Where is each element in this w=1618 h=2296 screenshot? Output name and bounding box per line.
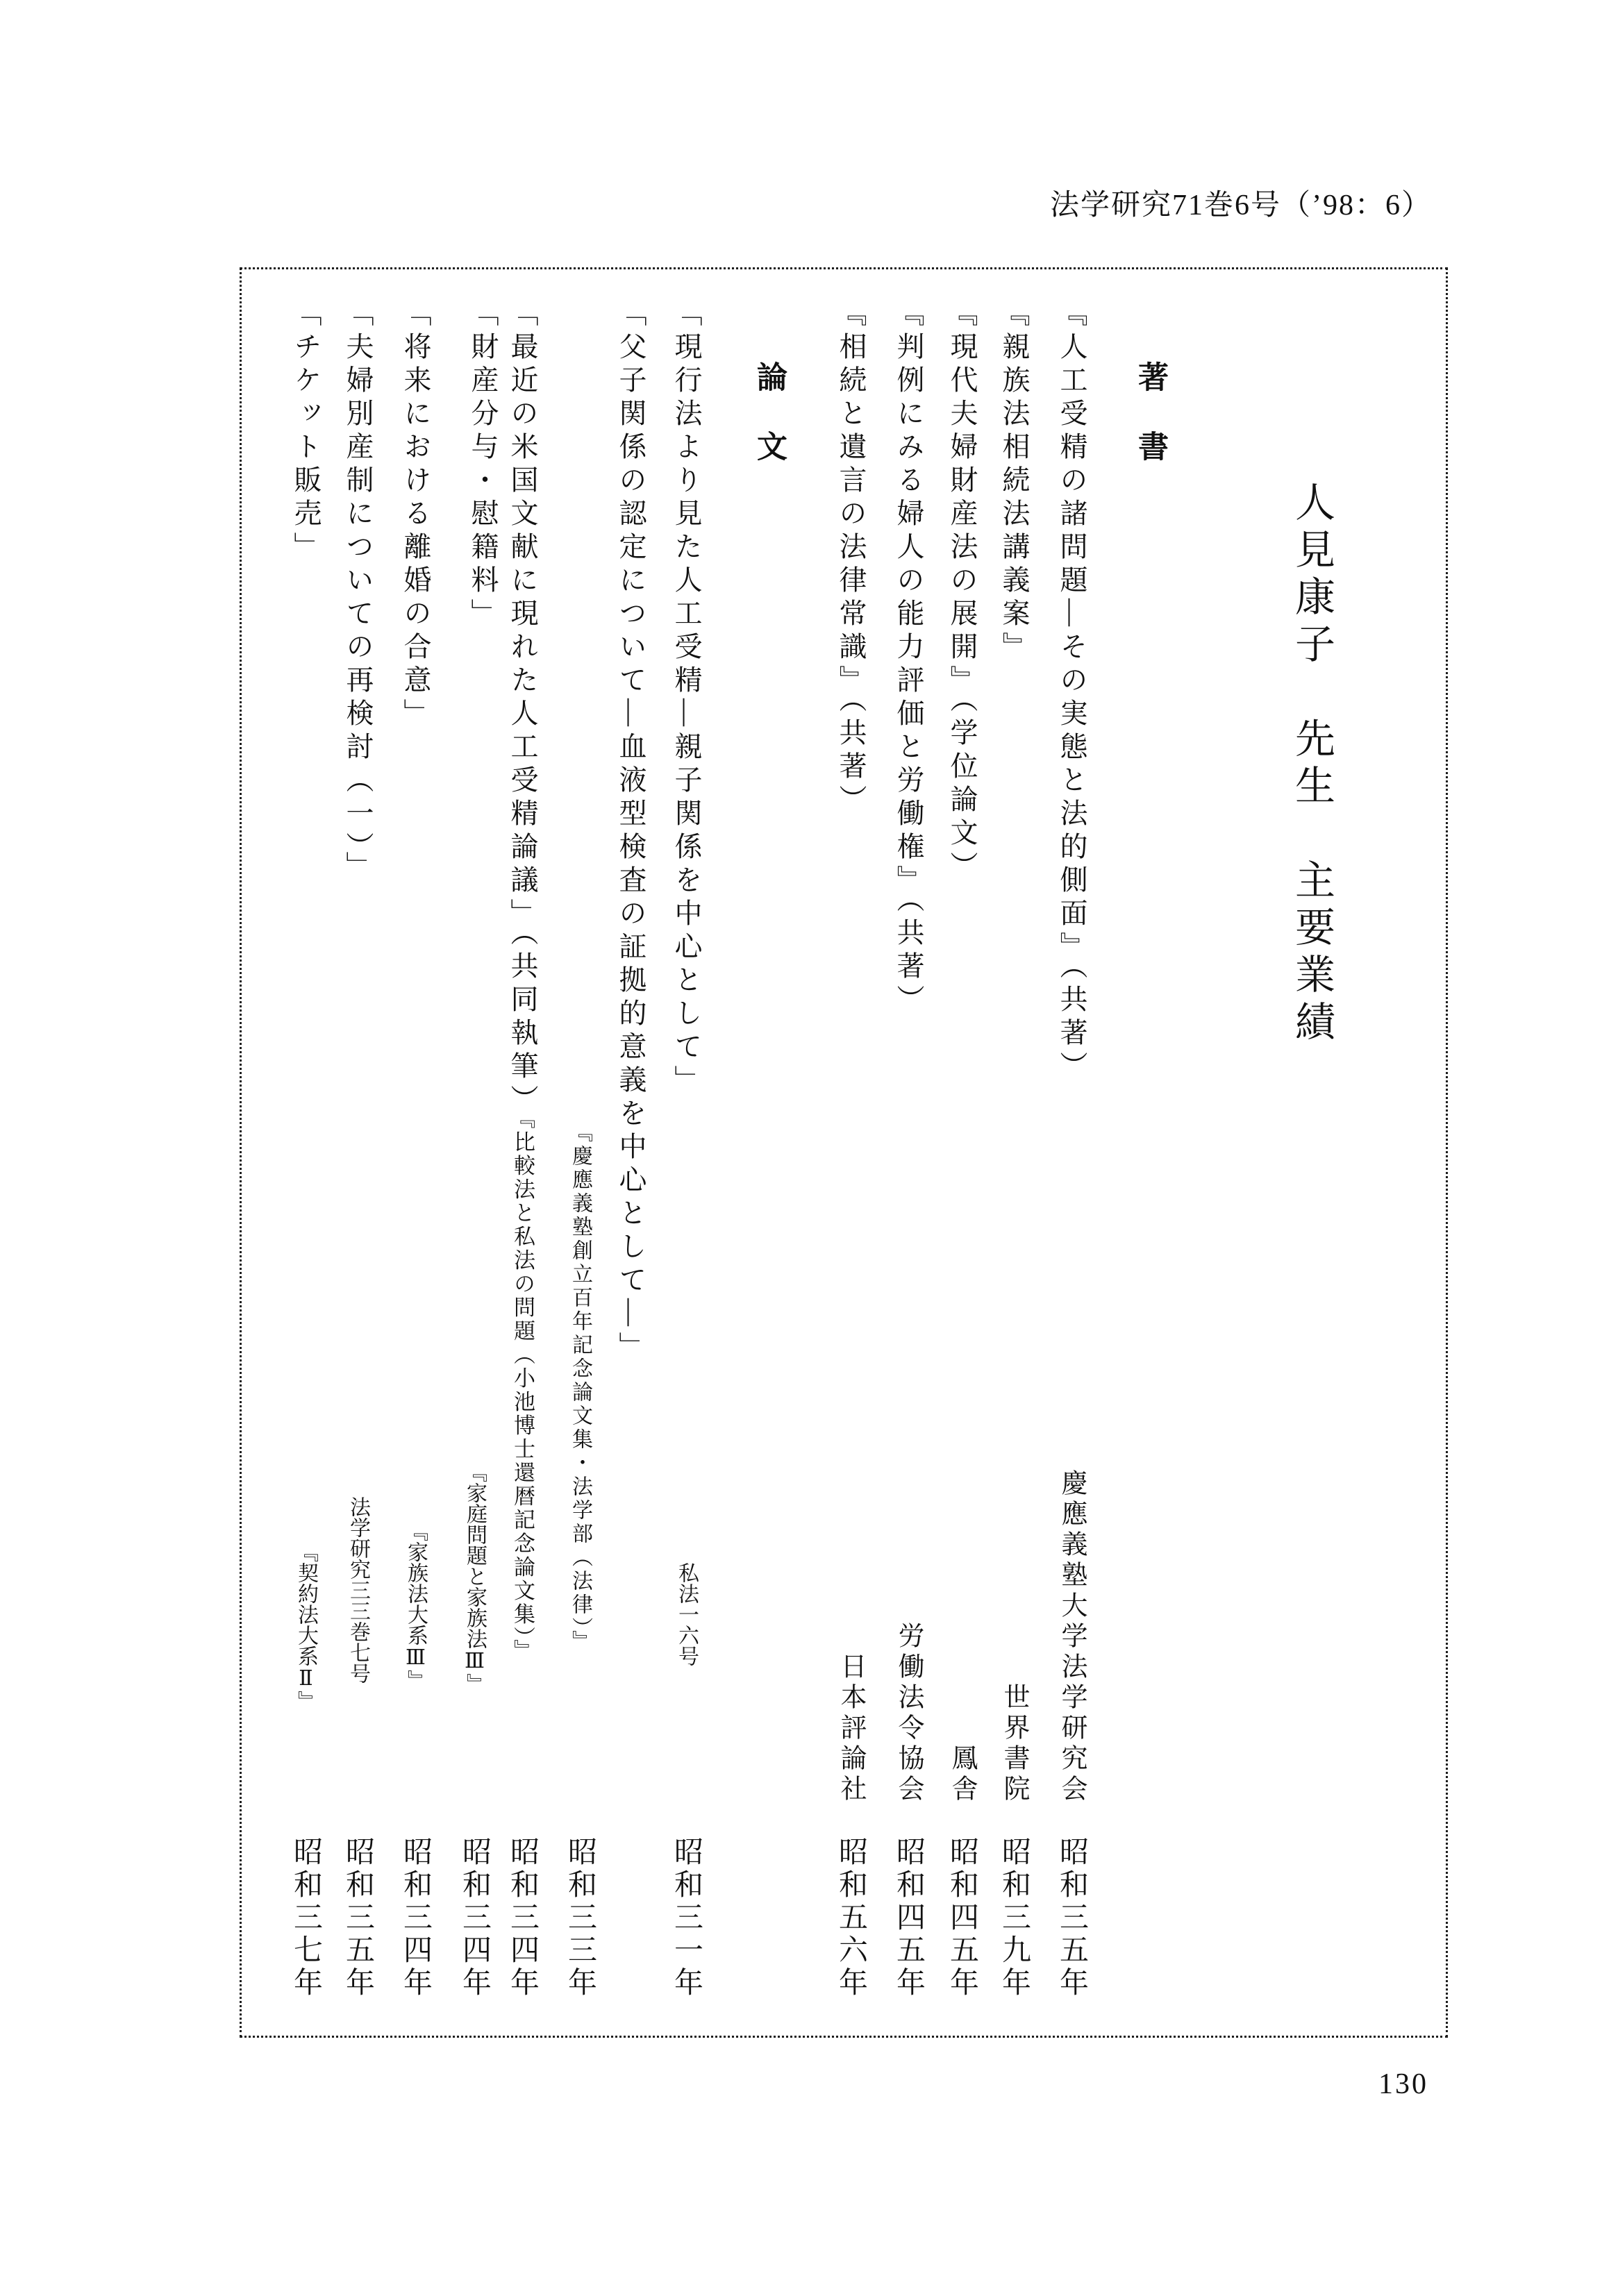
book-publisher: 日本評論社 xyxy=(836,1652,865,1805)
paper-venue: 『家族法大系Ⅲ』 xyxy=(404,1520,427,1691)
book-year: 昭和三九年 xyxy=(998,1836,1030,2000)
book-publisher: 労働法令協会 xyxy=(894,1622,923,1805)
paper-venue: 『家庭問題と家族法Ⅲ』 xyxy=(463,1461,486,1694)
paper-year: 昭和三三年 xyxy=(564,1836,596,2000)
section-heading-papers: 論 文 xyxy=(752,361,786,465)
paper-year: 昭和三七年 xyxy=(290,1836,322,2000)
paper-title: 「チケット販売」 xyxy=(290,299,322,565)
book-year: 昭和三五年 xyxy=(1056,1836,1087,2000)
book-year: 昭和五六年 xyxy=(835,1836,867,2000)
book-publisher: 慶應義塾大学法学研究会 xyxy=(1057,1469,1086,1805)
journal-header: 法学研究71巻6号（’98：6） xyxy=(1050,190,1432,221)
paper-venue: 『比較法と私法の問題（小池博士還暦記念論文集）』 xyxy=(510,1118,535,1663)
paper-year: 昭和三四年 xyxy=(458,1836,490,2000)
paper-venue: 『慶應義塾創立百年記念論文集・法学部（法律）』 xyxy=(569,1121,592,1654)
book-title: 『現代夫婦財産法の展開』（学位論文） xyxy=(946,299,978,885)
paper-year: 昭和三一年 xyxy=(670,1836,702,2000)
paper-title: 「父子関係の認定について―血液型検査の証拠的意義を中心として―」 xyxy=(615,299,647,1365)
book-year: 昭和四五年 xyxy=(946,1836,978,2000)
book-year: 昭和四五年 xyxy=(892,1836,924,2000)
paper-title: 「現行法より見た人工受精―親子関係を中心として」 xyxy=(671,299,702,1098)
book-title: 『親族法相続法講義案』 xyxy=(999,299,1030,665)
paper-title-with-venue xyxy=(506,299,538,1663)
paper-year: 昭和三四年 xyxy=(399,1836,431,2000)
paper-year: 昭和三五年 xyxy=(342,1836,374,2000)
section-heading-books: 著 書 xyxy=(1133,361,1167,465)
paper-title: 「将来における離婚の合意」 xyxy=(400,299,431,732)
book-title: 『判例にみる婦人の能力評価と労働権』（共著） xyxy=(893,299,924,1018)
book-title: 『人工受精の諸問題―その実態と法的側面』（共著） xyxy=(1056,299,1087,1084)
paper-venue: 『契約法大系Ⅱ』 xyxy=(294,1541,317,1711)
book-title: 『相続と遺言の法律常識』（共著） xyxy=(835,299,867,818)
paper-title: 「夫婦別産制についての再検討（一）」 xyxy=(342,299,374,885)
page-number: 130 xyxy=(1378,2068,1428,2100)
book-publisher: 鳳舎 xyxy=(947,1744,976,1805)
paper-venue: 私法一六号 xyxy=(675,1562,698,1666)
paper-title: 「最近の米国文献に現れた人工受精論議」（共同執筆） xyxy=(507,299,538,1118)
paper-venue: 法学研究三三巻七号 xyxy=(347,1496,369,1684)
paper-title: 「財産分与・慰籍料」 xyxy=(467,299,499,632)
book-publisher: 世界書院 xyxy=(999,1683,1028,1805)
paper-year: 昭和三四年 xyxy=(506,1836,538,2000)
page-title: 人見康子 先生 主要業績 xyxy=(1289,481,1334,1048)
